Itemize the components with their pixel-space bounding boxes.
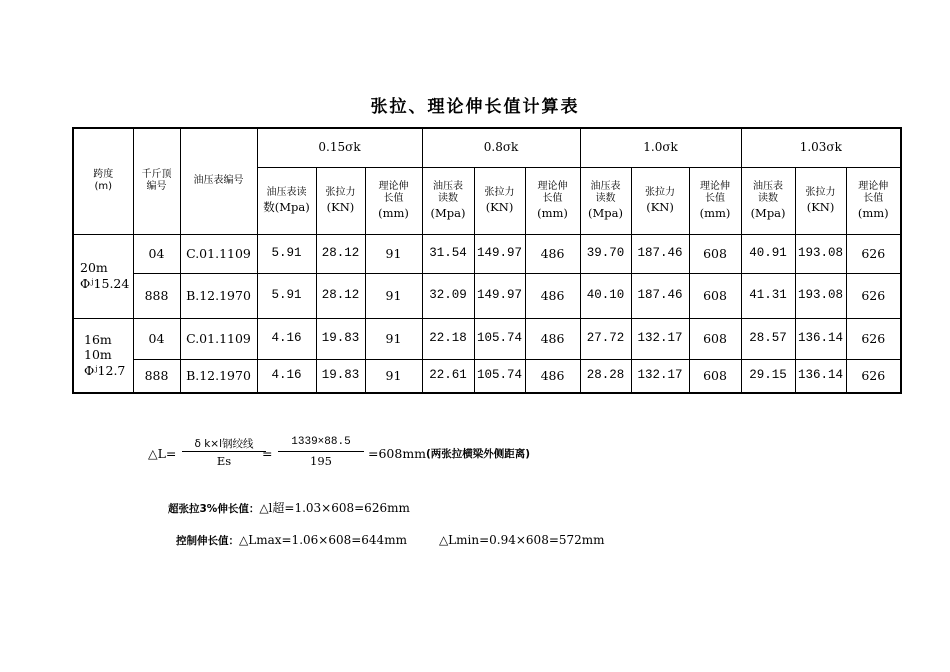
formula-lhs: △L= [148, 446, 177, 461]
sub-header-force-l1: 张拉力 [805, 187, 836, 199]
span-header-label: 跨度 [93, 168, 114, 180]
sub-header-reading-l2: 读数 [438, 193, 459, 205]
jack-cell: 04 [133, 318, 180, 359]
value-cell: 626 [846, 318, 901, 359]
formula-denominator: 195 [310, 454, 332, 468]
value-cell: 105.74 [474, 359, 525, 393]
sub-header-elong-l2: 长值 [705, 193, 726, 205]
span-cell-16m [73, 318, 133, 393]
value-cell: 149.97 [474, 273, 525, 318]
sub-header-elong-l1: 理论伸 [537, 180, 568, 192]
value-cell: 626 [846, 234, 901, 273]
sub-header-elong-l3: (mm) [378, 205, 409, 220]
sub-header-elong-l1: 理论伸 [700, 180, 731, 192]
page-title: 张拉、理论伸长值计算表 [370, 97, 580, 117]
value-cell: 608 [689, 318, 741, 359]
value-cell: 22.18 [422, 318, 474, 359]
formula-numerator: 1339×88.5 [291, 436, 351, 448]
table-row [73, 273, 901, 318]
value-cell: 132.17 [631, 318, 689, 359]
value-cell: 187.46 [631, 234, 689, 273]
gauge-cell: C.01.1109 [180, 318, 257, 359]
value-cell: 608 [689, 234, 741, 273]
value-cell: 132.17 [631, 359, 689, 393]
sub-header-reading [580, 167, 631, 234]
jack-cell: 888 [133, 273, 180, 318]
control-max: △Lmax=1.06×608=644mm [239, 533, 407, 547]
value-cell: 187.46 [631, 273, 689, 318]
sub-header-reading-l3: (Mpa) [588, 205, 624, 220]
formula-note: (两张拉横梁外侧距离) [426, 448, 531, 460]
gauge-cell: B.12.1970 [180, 273, 257, 318]
value-cell: 28.57 [741, 318, 795, 359]
span-header-unit: (m) [94, 181, 113, 193]
control-min: △Lmin=0.94×608=572mm [438, 533, 605, 547]
formula-equals: = [262, 446, 273, 461]
span-line: 10m [84, 347, 112, 363]
sub-header-elong-l3: (mm) [699, 205, 731, 220]
sub-header-reading-l1: 油压表 [433, 180, 464, 192]
value-cell: 29.15 [741, 359, 795, 393]
formula-fraction-numeric [278, 436, 364, 468]
control-label: 控制伸长值： [176, 535, 239, 547]
sub-header-elong-l1: 理论伸 [858, 180, 889, 192]
sub-header-force-l1: 张拉力 [484, 187, 515, 199]
over-tension-value: △l超=1.03×608=626mm [259, 501, 410, 515]
sub-header-reading-l1: 油压表 [590, 180, 621, 192]
value-cell: 41.31 [741, 273, 795, 318]
sub-header-reading-l2: 数(Mpa) [263, 199, 310, 214]
value-cell: 39.70 [580, 234, 631, 273]
formula-result: =608mm [368, 446, 427, 461]
sub-header-elongation [689, 167, 741, 234]
value-cell: 40.91 [741, 234, 795, 273]
span-header [73, 128, 133, 234]
value-cell: 91 [365, 273, 422, 318]
elongation-table [72, 127, 902, 394]
control-elongation-line [176, 533, 605, 548]
over-tension-line [168, 499, 410, 516]
sub-header-force-l2: (KN) [485, 199, 514, 214]
value-cell: 4.16 [257, 359, 316, 393]
value-cell: 32.09 [422, 273, 474, 318]
sub-header-elongation [525, 167, 580, 234]
table-row [73, 359, 901, 393]
span-line: 20m [80, 260, 108, 276]
sub-header-reading-l3: (Mpa) [430, 205, 466, 220]
value-cell: 91 [365, 234, 422, 273]
span-line: Φʲ12.7 [84, 363, 126, 379]
group-header-015: 0.15σk [257, 128, 422, 167]
value-cell: 136.14 [795, 318, 846, 359]
span-cell-20m [73, 234, 133, 318]
sub-header-force-l1: 张拉力 [645, 187, 676, 199]
span-line: Φʲ15.24 [80, 276, 130, 291]
sub-header-force [474, 167, 525, 234]
sub-header-elong-l3: (mm) [537, 205, 568, 220]
sub-header-force [795, 167, 846, 234]
value-cell: 486 [525, 234, 580, 273]
over-tension-label: 超张拉3%伸长值： [168, 503, 260, 515]
value-cell: 28.12 [316, 273, 365, 318]
value-cell: 91 [365, 318, 422, 359]
formula-denominator: Es [216, 454, 232, 468]
sub-header-force-l2: (KN) [646, 199, 674, 214]
sub-header-elong-l2: 长值 [863, 193, 884, 205]
sub-header-reading [422, 167, 474, 234]
value-cell: 105.74 [474, 318, 525, 359]
sub-header-elong-l3: (mm) [857, 205, 889, 220]
group-header-103: 1.03σk [741, 128, 901, 167]
value-cell: 193.08 [795, 234, 846, 273]
value-cell: 5.91 [257, 234, 316, 273]
value-cell: 136.14 [795, 359, 846, 393]
value-cell: 486 [525, 318, 580, 359]
sub-header-elongation [365, 167, 422, 234]
value-cell: 149.97 [474, 234, 525, 273]
value-cell: 28.12 [316, 234, 365, 273]
formula-fraction-symbolic [182, 436, 266, 468]
formula-numerator: δ k×l钢绞线 [194, 438, 254, 450]
value-cell: 486 [525, 273, 580, 318]
header-row-groups [73, 128, 901, 167]
value-cell: 626 [846, 359, 901, 393]
value-cell: 486 [525, 359, 580, 393]
span-line: 16m [84, 331, 112, 347]
sub-header-force-l1: 张拉力 [325, 187, 356, 199]
sub-header-reading [257, 167, 316, 234]
gauge-cell: B.12.1970 [180, 359, 257, 393]
sub-header-elong-l2: 长值 [542, 193, 563, 205]
sub-header-reading-l1: 油压表 [753, 180, 784, 192]
sub-header-force [316, 167, 365, 234]
sub-header-force-l2: (KN) [326, 199, 355, 214]
value-cell: 19.83 [316, 359, 365, 393]
value-cell: 626 [846, 273, 901, 318]
value-cell: 193.08 [795, 273, 846, 318]
value-cell: 5.91 [257, 273, 316, 318]
gauge-header: 油压表编号 [180, 128, 257, 234]
value-cell: 22.61 [422, 359, 474, 393]
sub-header-elong-l2: 长值 [383, 193, 404, 205]
gauge-cell: C.01.1109 [180, 234, 257, 273]
sub-header-reading-l2: 读数 [595, 193, 616, 205]
sub-header-reading-l3: (Mpa) [750, 205, 786, 220]
sub-header-elong-l1: 理论伸 [378, 180, 409, 192]
sub-header-force-l2: (KN) [806, 199, 835, 214]
sub-header-reading [741, 167, 795, 234]
jack-cell: 04 [133, 234, 180, 273]
group-header-08: 0.8σk [422, 128, 580, 167]
value-cell: 608 [689, 273, 741, 318]
jack-header: 千斤顶编号 [133, 128, 180, 234]
sub-header-elongation [846, 167, 901, 234]
sub-header-reading-l1: 油压表读 [266, 187, 307, 199]
jack-cell: 888 [133, 359, 180, 393]
sub-header-force [631, 167, 689, 234]
value-cell: 4.16 [257, 318, 316, 359]
table-row [73, 318, 901, 359]
value-cell: 27.72 [580, 318, 631, 359]
table-row [73, 234, 901, 273]
value-cell: 28.28 [580, 359, 631, 393]
sub-header-reading-l2: 读数 [758, 193, 779, 205]
value-cell: 91 [365, 359, 422, 393]
group-header-10: 1.0σk [580, 128, 741, 167]
value-cell: 608 [689, 359, 741, 393]
value-cell: 19.83 [316, 318, 365, 359]
value-cell: 40.10 [580, 273, 631, 318]
value-cell: 31.54 [422, 234, 474, 273]
